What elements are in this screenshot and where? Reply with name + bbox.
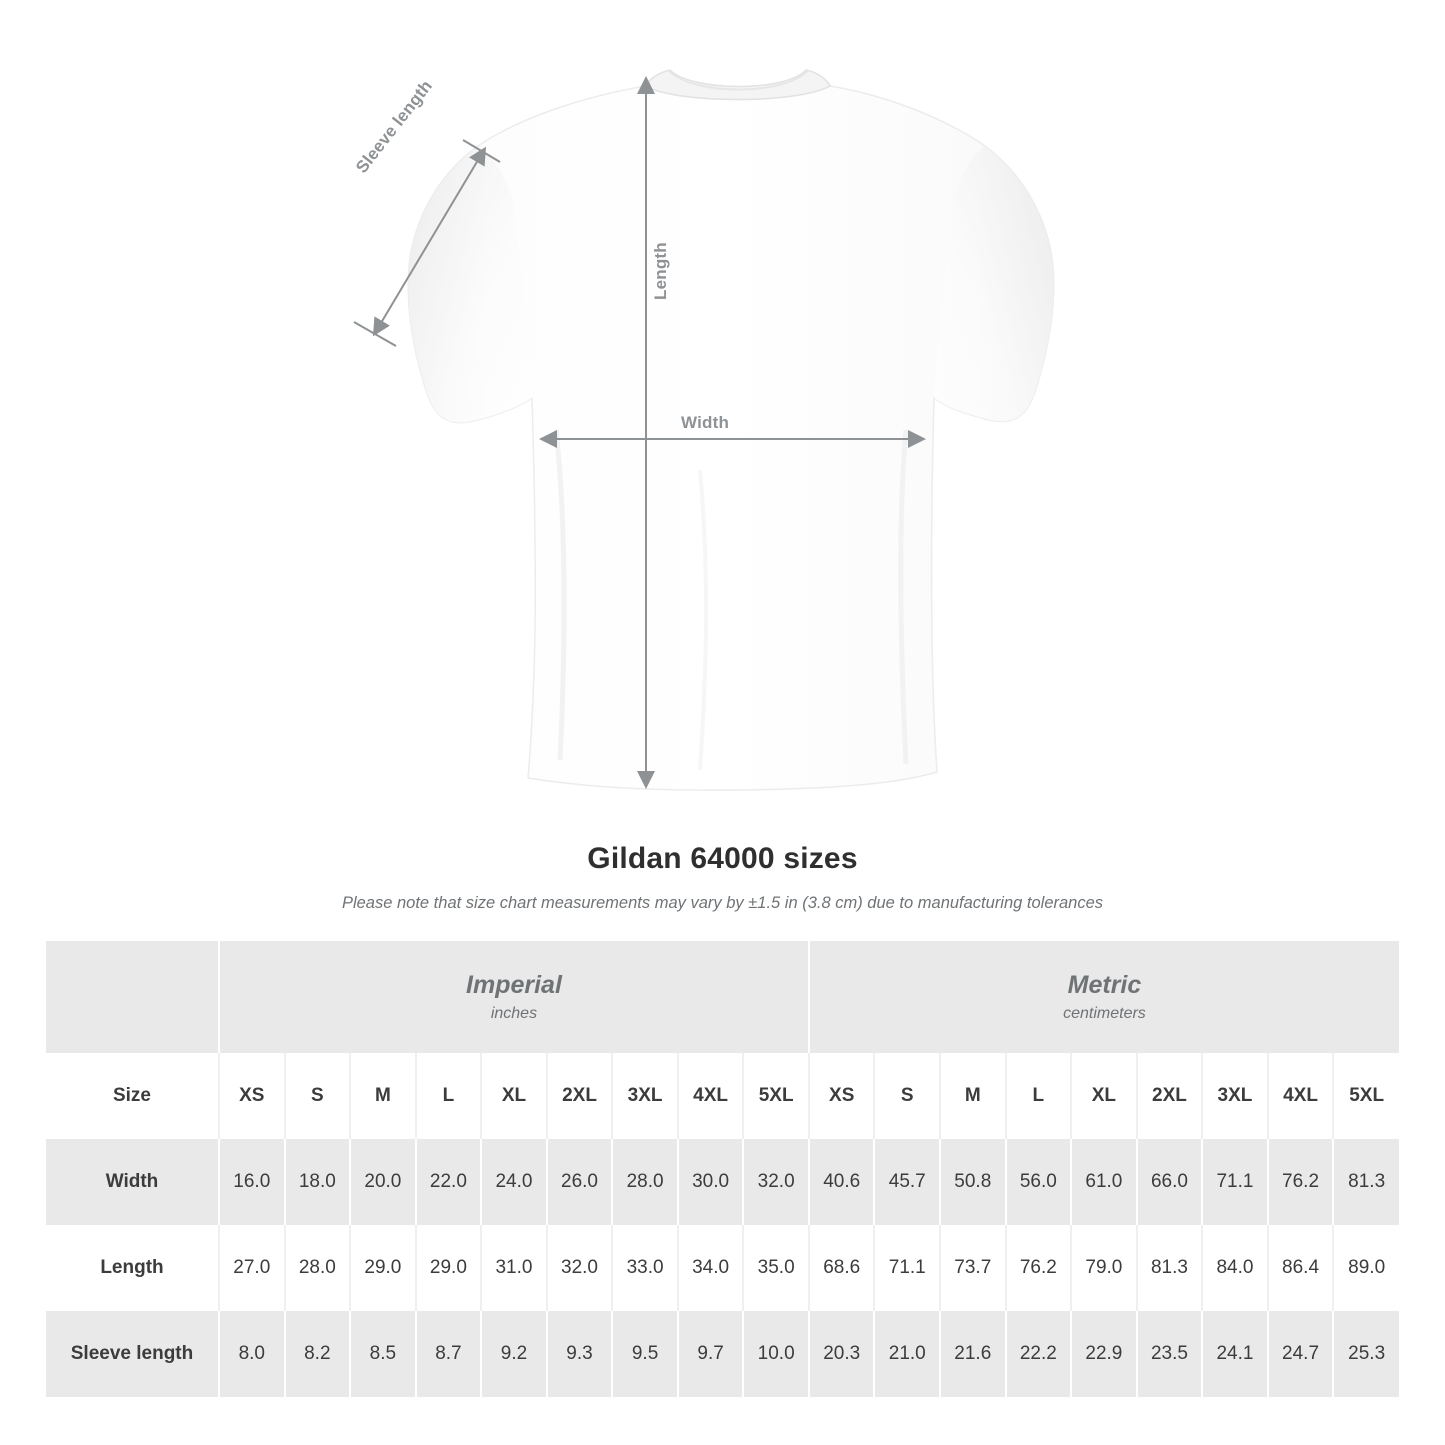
cell: 8.2 — [285, 1311, 351, 1397]
cell: 71.1 — [874, 1225, 940, 1311]
cell: 76.2 — [1268, 1139, 1334, 1225]
size-header-cell: 2XL — [547, 1053, 613, 1139]
size-header-cell: 4XL — [678, 1053, 744, 1139]
cell: 8.7 — [416, 1311, 482, 1397]
length-label: Length — [651, 242, 670, 300]
metric-sublabel: centimeters — [1063, 1005, 1146, 1023]
cell: 26.0 — [547, 1139, 613, 1225]
cell: 25.3 — [1333, 1311, 1399, 1397]
cell: 9.5 — [612, 1311, 678, 1397]
cell: 22.2 — [1006, 1311, 1072, 1397]
cell: 22.0 — [416, 1139, 482, 1225]
size-header-cell: S — [285, 1053, 351, 1139]
size-header-cell: M — [350, 1053, 416, 1139]
page-title: Gildan 64000 sizes — [587, 842, 858, 875]
cell: 31.0 — [481, 1225, 547, 1311]
size-header-cell: M — [940, 1053, 1006, 1139]
table-row — [46, 1225, 1399, 1311]
cell: 20.3 — [809, 1311, 875, 1397]
cell: 56.0 — [1006, 1139, 1072, 1225]
size-header-cell: XL — [1071, 1053, 1137, 1139]
cell: 33.0 — [612, 1225, 678, 1311]
cell: 18.0 — [285, 1139, 351, 1225]
cell: 32.0 — [547, 1225, 613, 1311]
cell: 8.5 — [350, 1311, 416, 1397]
row-label-sleeve-length: Sleeve length — [46, 1311, 219, 1397]
size-header-cell: 3XL — [612, 1053, 678, 1139]
cell: 35.0 — [743, 1225, 809, 1311]
cell: 76.2 — [1006, 1225, 1072, 1311]
size-header-cell: 5XL — [1333, 1053, 1399, 1139]
table-row — [46, 1139, 1399, 1225]
tolerance-note: Please note that size chart measurements may vary by ±1.5 in (3.8 cm) due to manufacturing tolerances — [341, 894, 1104, 912]
unit-row-spacer — [46, 941, 219, 1053]
size-header-cell: L — [416, 1053, 482, 1139]
sleeve-tick-bottom — [354, 322, 396, 346]
cell: 28.0 — [612, 1139, 678, 1225]
cell: 89.0 — [1333, 1225, 1399, 1311]
cell: 9.7 — [678, 1311, 744, 1397]
cell: 21.6 — [940, 1311, 1006, 1397]
size-header-cell: 4XL — [1268, 1053, 1334, 1139]
cell: 9.3 — [547, 1311, 613, 1397]
imperial-unit-cell — [219, 941, 809, 1053]
cell: 24.7 — [1268, 1311, 1334, 1397]
cell: 40.6 — [809, 1139, 875, 1225]
size-header-row — [46, 1053, 1399, 1139]
unit-system-row — [46, 941, 1399, 1053]
cell: 81.3 — [1333, 1139, 1399, 1225]
cell: 29.0 — [350, 1225, 416, 1311]
cell: 20.0 — [350, 1139, 416, 1225]
cell: 61.0 — [1071, 1139, 1137, 1225]
cell: 50.8 — [940, 1139, 1006, 1225]
cell: 32.0 — [743, 1139, 809, 1225]
cell: 28.0 — [285, 1225, 351, 1311]
cell: 71.1 — [1202, 1139, 1268, 1225]
cell: 9.2 — [481, 1311, 547, 1397]
cell: 24.0 — [481, 1139, 547, 1225]
cell: 84.0 — [1202, 1225, 1268, 1311]
imperial-label: Imperial — [466, 970, 562, 999]
size-header-cell: XS — [219, 1053, 285, 1139]
size-header-cell: 3XL — [1202, 1053, 1268, 1139]
size-header-cell: S — [874, 1053, 940, 1139]
imperial-sublabel: inches — [490, 1005, 538, 1023]
cell: 34.0 — [678, 1225, 744, 1311]
size-table-wrapper — [0, 941, 1445, 1397]
cell: 10.0 — [743, 1311, 809, 1397]
metric-label: Metric — [1067, 970, 1142, 999]
cell: 23.5 — [1137, 1311, 1203, 1397]
cell: 8.0 — [219, 1311, 285, 1397]
size-header-cell: 5XL — [743, 1053, 809, 1139]
cell: 73.7 — [940, 1225, 1006, 1311]
cell: 27.0 — [219, 1225, 285, 1311]
cell: 24.1 — [1202, 1311, 1268, 1397]
cell: 66.0 — [1137, 1139, 1203, 1225]
cell: 86.4 — [1268, 1225, 1334, 1311]
size-header-cell: L — [1006, 1053, 1072, 1139]
size-header-label: Size — [46, 1053, 219, 1139]
cell: 16.0 — [219, 1139, 285, 1225]
size-header-cell: XS — [809, 1053, 875, 1139]
cell: 81.3 — [1137, 1225, 1203, 1311]
cell: 22.9 — [1071, 1311, 1137, 1397]
row-label-width: Width — [46, 1139, 219, 1225]
cell: 29.0 — [416, 1225, 482, 1311]
sleeve-length-label: Sleeve length — [352, 76, 437, 177]
size-header-cell: XL — [481, 1053, 547, 1139]
size-header-cell: 2XL — [1137, 1053, 1203, 1139]
table-row — [46, 1311, 1399, 1397]
cell: 45.7 — [874, 1139, 940, 1225]
cell: 68.6 — [809, 1225, 875, 1311]
cell: 30.0 — [678, 1139, 744, 1225]
cell: 79.0 — [1071, 1225, 1137, 1311]
cell: 21.0 — [874, 1311, 940, 1397]
metric-unit-cell — [809, 941, 1399, 1053]
width-label: Width — [681, 413, 730, 432]
row-label-length: Length — [46, 1225, 219, 1311]
size-table — [46, 941, 1399, 1397]
